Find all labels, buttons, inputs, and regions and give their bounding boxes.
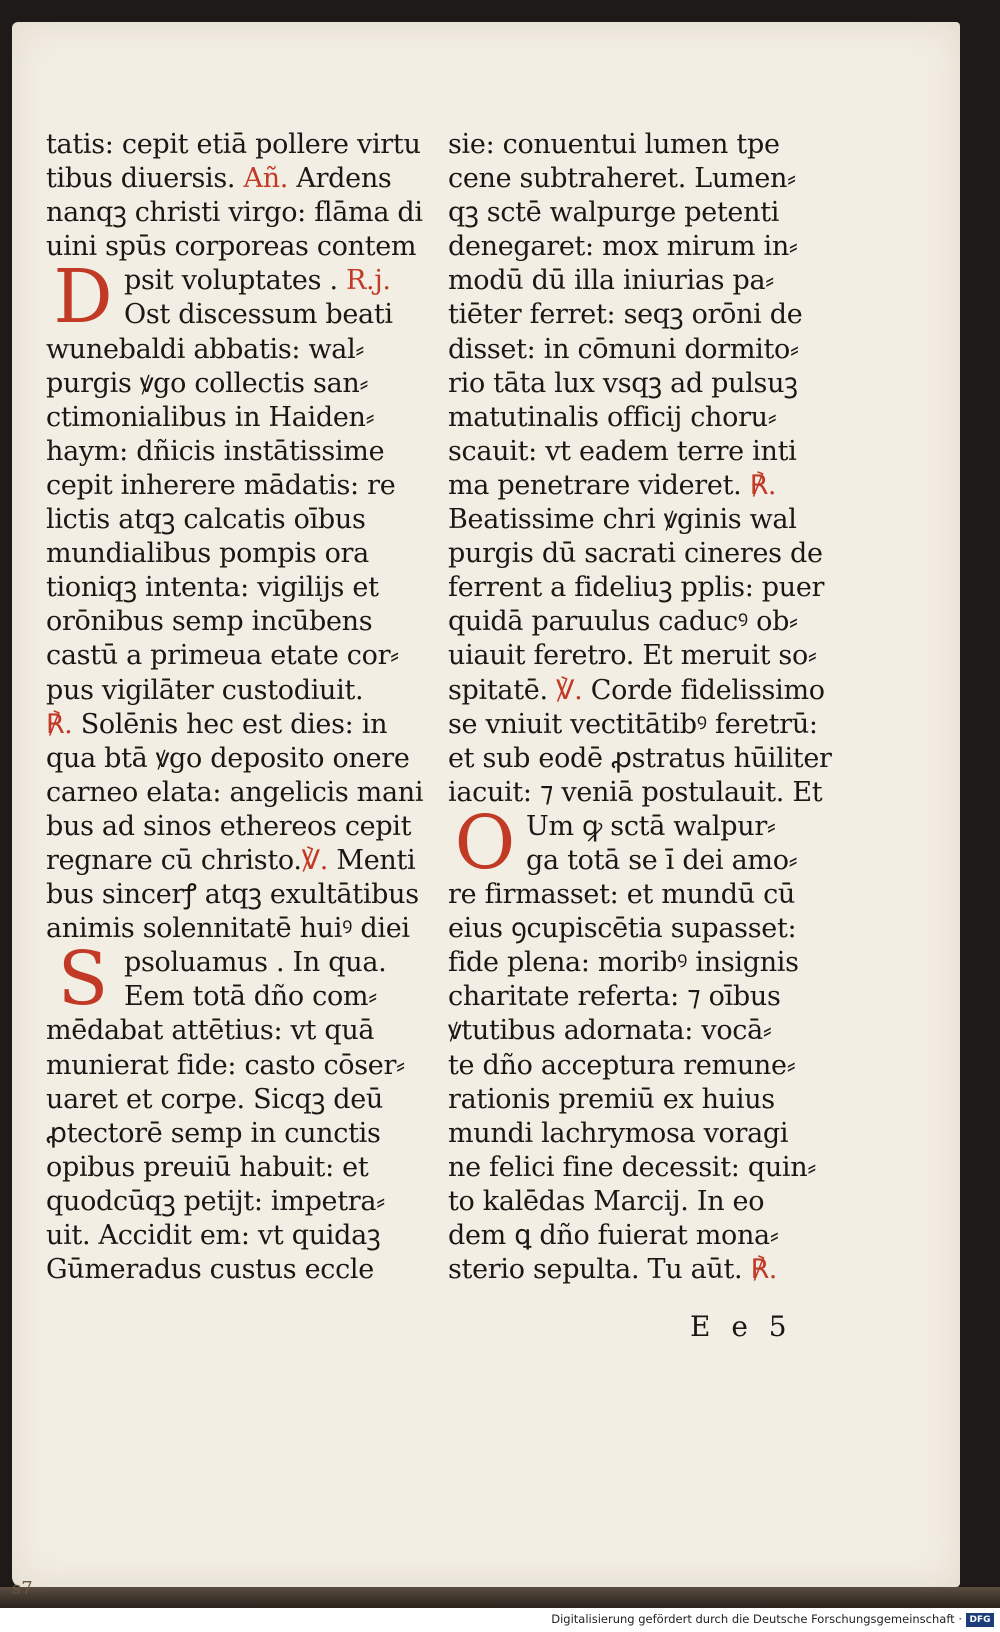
line-text: haym: dñicis instātissime <box>46 435 385 467</box>
text-line <box>448 367 843 401</box>
text-line <box>448 162 843 196</box>
decorated-initial-s: S <box>57 936 109 1023</box>
line-text: bus sincerꝭ atqꝫ exultātibus <box>46 879 419 911</box>
text-line <box>448 1253 843 1287</box>
text-line <box>448 469 843 503</box>
text-line <box>526 844 843 878</box>
text-line <box>448 674 843 708</box>
text-line <box>448 298 843 332</box>
line-text: te dño acceptura remune⸗ <box>448 1049 796 1081</box>
line-text: purgis ꝟgo collectis san⸗ <box>46 367 369 399</box>
line-text: tiēter ferret: seqꝫ orōni de <box>448 299 803 331</box>
text-line <box>448 1083 843 1117</box>
text-line <box>46 605 441 639</box>
text-line <box>124 946 441 980</box>
line-text: scauit: vt eadem terre inti <box>448 435 797 467</box>
text-line <box>448 912 843 946</box>
line-text: qua btā ꝟgo deposito onere <box>46 742 410 774</box>
rubric-text: ℣. <box>547 674 583 706</box>
line-text: matutinalis officij choru⸗ <box>448 401 777 433</box>
text-line <box>448 435 843 469</box>
text-line <box>448 503 843 537</box>
line-text: et sub eodē ꝓstratus hūiliter <box>448 742 832 774</box>
line-text: Gūmeradus custus eccle <box>46 1254 374 1286</box>
text-line <box>448 1185 843 1219</box>
line-text: ne felici fine decessit: quin⸗ <box>448 1151 817 1183</box>
text-line <box>46 1185 441 1219</box>
text-line <box>448 264 843 298</box>
line-text: denegaret: mox mirum in⸗ <box>448 231 798 263</box>
line-text: purgis dū sacrati cineres de <box>448 538 823 570</box>
text-line <box>46 1083 441 1117</box>
line-text: modū dū illa iniurias pa⸗ <box>448 265 774 297</box>
left-text-column <box>46 128 441 1287</box>
footer-credit-text: Digitalisierung gefördert durch die Deutsche Forschungsgemeinschaft · <box>551 1612 962 1626</box>
text-line <box>448 605 843 639</box>
text-line <box>46 230 441 264</box>
line-text: Menti <box>328 844 416 876</box>
line-text: iacuit: ⁊ veniā postulauit. Et <box>448 776 823 808</box>
line-text: se vniuit vectitātibꝰ feretrū: <box>448 708 818 740</box>
line-text: psit voluptates . <box>124 265 347 297</box>
line-text: bus ad sinos ethereos cepit <box>46 810 412 842</box>
text-line <box>46 196 441 230</box>
line-text: to kalēdas Marcij. In eo <box>448 1185 765 1217</box>
line-text: quidā paruulus caducꝰ ob⸗ <box>448 606 798 638</box>
line-text: animis solennitatē huiꝰ diei <box>46 913 410 945</box>
line-text: rationis premiū ex huius <box>448 1083 775 1115</box>
text-line <box>448 1014 843 1048</box>
line-text: mundi lachrymosa voragi <box>448 1117 789 1149</box>
digitization-footer <box>0 1608 1000 1632</box>
text-line <box>46 674 441 708</box>
line-text: tioniqꝫ intenta: vigilijs et <box>46 572 379 604</box>
text-line <box>46 401 441 435</box>
line-text: orōnibus semp incūbens <box>46 606 373 638</box>
text-line <box>46 742 441 776</box>
text-line <box>46 469 441 503</box>
text-line <box>448 980 843 1014</box>
line-text: lictis atqꝫ calcatis oībus <box>46 504 366 536</box>
rubric-text: R.j. <box>346 265 391 297</box>
text-line <box>448 1049 843 1083</box>
line-text: sterio sepulta. Tu aūt. <box>448 1254 743 1286</box>
line-text: tatis: cepit etiā pollere virtu <box>46 129 421 160</box>
signature-mark: E e 5 <box>690 1310 793 1343</box>
text-line <box>448 742 843 776</box>
line-text: uini spūs corporeas contem <box>46 231 417 263</box>
line-text: Corde fidelissimo <box>582 674 825 706</box>
rubric-text: Añ. <box>235 163 289 195</box>
text-line <box>46 1253 441 1287</box>
left-lines-bottom <box>46 1014 441 1287</box>
text-line <box>46 1014 441 1048</box>
line-text: ctimonialibus in Haiden⸗ <box>46 401 375 433</box>
text-line <box>124 980 441 1014</box>
page-bottom-edge <box>0 1587 1000 1608</box>
text-line <box>46 810 441 844</box>
text-line <box>448 639 843 673</box>
line-text: fide plena: moribꝰ insignis <box>448 947 799 979</box>
text-line <box>448 708 843 742</box>
line-text: Solēnis hec est dies: in <box>72 708 388 740</box>
line-text: psoluamus . In qua. <box>124 947 387 979</box>
line-text: mundialibus pompis ora <box>46 538 369 570</box>
text-line <box>526 810 843 844</box>
line-text: Ardens <box>288 163 392 195</box>
text-line <box>448 1219 843 1253</box>
text-line <box>46 1049 441 1083</box>
line-text: eius ꝯcupiscētia supasset: <box>448 913 797 945</box>
line-text: regnare cū christo. <box>46 844 302 876</box>
decorated-initial-o: O <box>454 799 516 886</box>
text-line <box>46 878 441 912</box>
line-text: ꝟtutibus adornata: vocā⸗ <box>448 1015 772 1047</box>
right-text-column <box>448 128 843 1287</box>
text-line <box>46 333 441 367</box>
dfg-logo-icon: DFG <box>966 1613 994 1627</box>
left-lines-middle <box>46 333 441 947</box>
text-line <box>46 639 441 673</box>
line-text: Beatissime chri ꝟginis wal <box>448 504 797 536</box>
line-text: cepit inherere mādatis: re <box>46 469 396 501</box>
text-line <box>448 128 843 162</box>
text-line <box>46 503 441 537</box>
line-text: Eem totā dño com⸗ <box>124 981 377 1013</box>
line-text: dem ꝗ dño fuierat mona⸗ <box>448 1220 779 1251</box>
line-text: uaret et corpe. Sicqꝫ deū <box>46 1083 383 1115</box>
text-line <box>46 435 441 469</box>
text-line <box>46 1219 441 1253</box>
line-text: disset: in cōmuni dormito⸗ <box>448 333 799 365</box>
text-line <box>46 708 441 742</box>
line-text: spitatē. <box>448 674 548 706</box>
text-line <box>448 196 843 230</box>
line-text: ꝓtectorē semp in cunctis <box>46 1117 381 1149</box>
text-line <box>46 1117 441 1151</box>
line-text: qꝫ sctē walpurge petenti <box>448 197 780 229</box>
text-line <box>448 230 843 264</box>
rubric-text: ℟. <box>46 708 73 740</box>
line-text: Ost discessum beati <box>124 299 393 331</box>
text-line <box>124 264 441 298</box>
text-line <box>448 333 843 367</box>
right-lines-top <box>448 128 843 810</box>
line-text: sie: conuentui lumen tpe <box>448 129 780 160</box>
text-line <box>124 298 441 332</box>
right-initial-block-o <box>448 799 843 886</box>
line-text: uiauit feretro. Et meruit so⸗ <box>448 640 817 672</box>
decorated-initial-d: D <box>53 254 113 341</box>
text-line <box>448 946 843 980</box>
text-line <box>46 128 441 162</box>
line-text: ma penetrare videret. <box>448 469 750 501</box>
line-text: opibus preuiū habuit: et <box>46 1151 369 1183</box>
text-line <box>448 1117 843 1151</box>
text-line <box>448 537 843 571</box>
line-text: mēdabat attētius: vt quā <box>46 1015 375 1047</box>
right-lines-bottom <box>448 878 843 1287</box>
bottom-edge-scrap: s7 <box>12 1578 33 1599</box>
line-text: charitate referta: ⁊ oībus <box>448 981 781 1013</box>
rubric-text: ℣. <box>301 844 329 876</box>
text-line <box>448 776 843 810</box>
line-text: ferrent a fideliuꝫ pplis: puer <box>448 572 825 604</box>
left-initial-block-s <box>46 936 441 1023</box>
line-text: castū a primeua etate cor⸗ <box>46 640 399 672</box>
line-text: carneo elata: angelicis mani <box>46 776 424 808</box>
line-text: rio tāta lux vsqꝫ ad pulsuꝫ <box>448 367 798 399</box>
line-text: quodcūqꝫ petijt: impetra⸗ <box>46 1185 385 1217</box>
line-text: pus vigilāter custodiuit. <box>46 674 364 706</box>
line-text: uit. Accidit em: vt quidaꝫ <box>46 1220 381 1251</box>
text-line <box>448 1151 843 1185</box>
line-text: munierat fide: casto cōser⸗ <box>46 1049 405 1081</box>
line-text: ga totā se ī dei amo⸗ <box>526 844 798 876</box>
left-lines-top <box>46 128 441 264</box>
line-text: re firmasset: et mundū cū <box>448 879 795 911</box>
text-line <box>46 571 441 605</box>
text-line <box>448 401 843 435</box>
text-line <box>46 844 441 878</box>
text-line <box>46 162 441 196</box>
text-line <box>448 878 843 912</box>
text-line <box>46 537 441 571</box>
text-line <box>46 776 441 810</box>
text-line <box>46 1151 441 1185</box>
rubric-text: ℟. <box>749 469 777 501</box>
line-text: tibus diuersis. <box>46 163 236 195</box>
text-line <box>448 571 843 605</box>
line-text: Um ꝙ sctā walpur⸗ <box>526 810 776 842</box>
line-text: wunebaldi abbatis: wal⸗ <box>46 333 365 365</box>
line-text: cene subtraheret. Lumen⸗ <box>448 163 796 195</box>
rubric-text: ℟. <box>742 1254 778 1286</box>
line-text: nanqꝫ christi virgo: flāma di <box>46 197 423 229</box>
text-line <box>46 367 441 401</box>
text-line <box>46 912 441 946</box>
left-initial-block-d <box>46 254 441 341</box>
